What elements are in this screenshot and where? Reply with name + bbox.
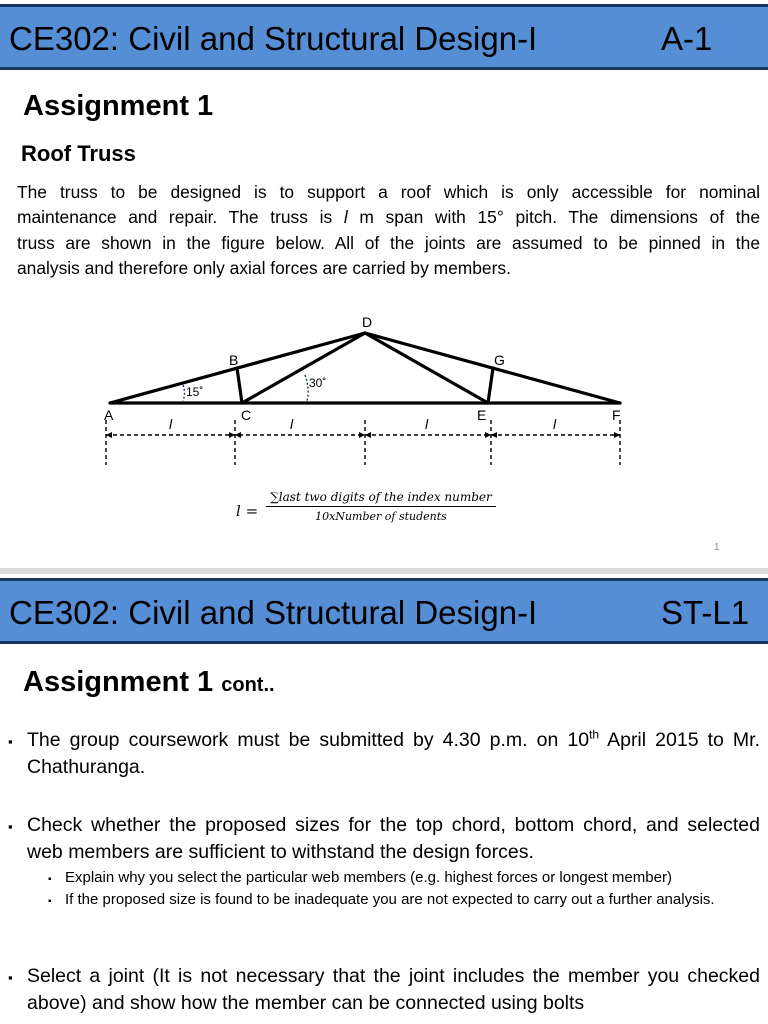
list-item [8,727,760,781]
para-line: maintenance and repair. The truss is l m span with 15° pitch. The dimensions of the [17,207,760,228]
slide-code: ST-L1 [661,594,750,631]
dimension-arrow [359,432,365,438]
bullet-text: Select a joint (It is not necessary that the joint includes the member you checked above) and show how the member can be connected using bolts [27,965,760,1014]
course-title: CE302: Civil and Structural Design-I [9,594,538,631]
formula-numerator: ∑last two digits of the index number [270,490,492,504]
slide-2 [0,574,768,1024]
joint-label-c: C [241,407,252,423]
dimension-arrow [235,432,241,438]
list-item [8,963,760,1017]
assignment-heading: Assignment 1 [23,90,214,122]
dimension-arrow [491,432,497,438]
angle-arc-30 [305,375,308,401]
formula-denominator: 10xNumber of students [315,510,447,523]
dimension-arrow [106,432,112,438]
slide-header [0,578,768,644]
dimension-arrow [614,432,620,438]
dimension-arrow [365,432,371,438]
para-line: truss are shown in the figure below. All of the joints are assumed to be pinned in the [17,232,760,253]
list-item [8,812,760,866]
segment-label: l [425,416,429,432]
angle-label-15: 15˚ [186,385,204,399]
description-paragraph [17,180,760,281]
joint-label-b: B [229,352,239,368]
segment-label: l [553,416,557,432]
web-member-de [365,333,488,403]
span-symbol: l [343,207,348,228]
joint-label-a: A [104,407,114,423]
dimension-arrow [229,432,235,438]
bullet-marker: ▪ [8,819,13,834]
angle-arc-15 [183,385,185,401]
bullet-marker: ▪ [8,970,13,985]
sub-bullet-text: Explain why you select the particular web members (e.g. highest forces or longest member) [65,869,672,886]
bullet-text: Check whether the proposed sizes for the top chord, bottom chord, and selected web members are sufficient to withstand the design forces. [27,814,760,863]
bullet-text: The group coursework must be submitted by 4.30 p.m. on 10th April 2015 to Mr. Chathuranga. [27,727,760,778]
formula-lhs: l = [236,502,259,520]
slide-code: A-1 [661,20,713,57]
joint-label-g: G [494,352,505,368]
joint-label-f: F [612,407,621,423]
joint-label-e: E [477,407,487,423]
segment-label: l [169,416,173,432]
slide-header [0,4,768,70]
bullet-marker: ▪ [8,734,13,749]
para-line: analysis and therefore only axial forces are carried by members. [17,257,511,278]
sub-bullet-text: If the proposed size is found to be inadequate you are not expected to carry out a further analysis. [65,891,715,908]
course-title: CE302: Civil and Structural Design-I [9,20,538,57]
section-subheading: Roof Truss [21,141,136,166]
truss-diagram [90,305,650,470]
web-member-eg [488,368,493,403]
fraction-bar [266,506,496,507]
page-number: 1 [714,542,720,553]
web-member-cd [242,333,365,403]
segment-label: l [290,416,294,432]
bullet-marker: ▪ [48,896,52,907]
dimension-arrow [485,432,491,438]
formula-fraction [266,490,496,523]
sub-list-item [48,889,760,911]
assignment-heading: Assignment 1 cont.. [23,666,275,698]
angle-label-30: 30˚ [309,376,327,390]
sub-list-item [48,867,760,889]
joint-label-d: D [362,314,373,330]
heading-suffix: cont.. [221,674,275,696]
para-line: The truss to be designed is to support a roof which is only accessible for nominal [17,182,760,202]
bullet-marker: ▪ [48,874,52,885]
web-member-bc [237,368,242,403]
